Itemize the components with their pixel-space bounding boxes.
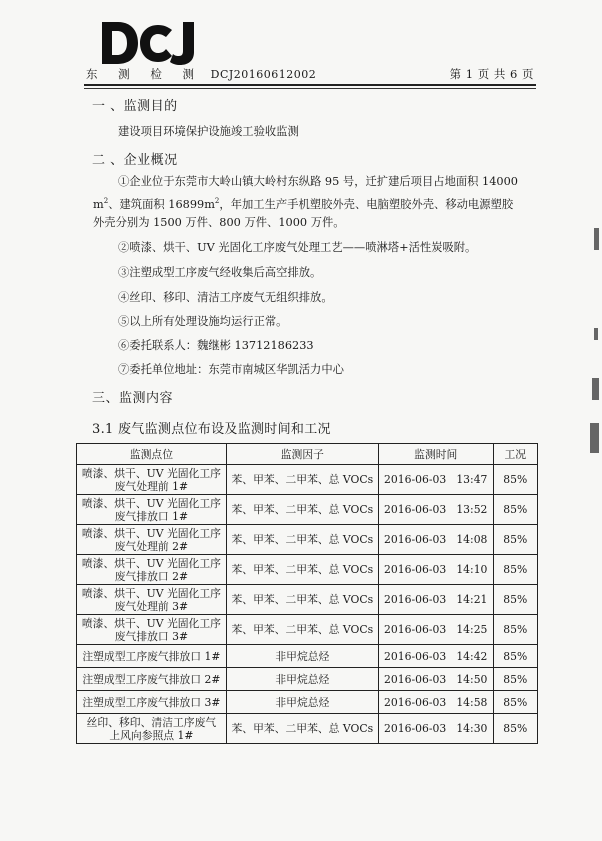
section-2-p1-line3: 外壳分别为 1500 万件、800 万件、1000 万件。	[93, 216, 345, 229]
cell-point-line: 注塑成型工序废气排放口 3#	[82, 695, 221, 709]
dcj-logo	[100, 18, 200, 68]
section-2-p1-line1: ①企业位于东莞市大岭山镇大岭村东纵路 95 号，迁扩建后项目占地面积 14000	[118, 175, 518, 188]
cell-point-line: 废气处理前 2#	[114, 539, 189, 553]
cell-date: 2016-06-03	[384, 672, 447, 686]
table-row	[77, 525, 538, 555]
org-char: 东	[86, 67, 98, 81]
section-2-p2: ②喷漆、烘干、UV 光固化工序废气处理工艺——喷淋塔+活性炭吸附。	[118, 241, 477, 254]
cell-factor: 非甲烷总烃	[226, 668, 378, 691]
section-2-p6: ⑥委托联系人：魏继彬 13712186233	[118, 339, 314, 352]
unit-text: m	[93, 197, 104, 211]
section-2-p1-line2	[93, 192, 513, 214]
cell-time	[378, 525, 493, 555]
org-char: 测	[182, 67, 195, 81]
cell-load: 85%	[493, 668, 537, 691]
page-header	[86, 66, 534, 82]
page-info: 第 1 页 共 6 页	[449, 67, 534, 81]
cell-clock: 14:21	[456, 593, 488, 606]
cell-factor: 苯、甲苯、二甲苯、总 VOCs	[226, 615, 378, 645]
col-header-load: 工况	[493, 444, 537, 465]
col-header-factor: 监测因子	[226, 444, 378, 465]
cell-load: 85%	[493, 585, 537, 615]
cell-date: 2016-06-03	[384, 533, 447, 546]
cell-point-line: 喷漆、烘干、UV 光固化工序	[81, 616, 221, 630]
col-header-point: 监测点位	[77, 444, 227, 465]
cell-point-line: 喷漆、烘干、UV 光固化工序	[81, 586, 221, 600]
cell-factor: 苯、甲苯、二甲苯、总 VOCs	[226, 465, 378, 495]
cell-point	[77, 645, 227, 668]
scan-artifact	[590, 423, 599, 453]
superscript: 2	[103, 197, 109, 205]
cell-clock: 14:10	[456, 563, 488, 576]
cell-clock: 14:08	[456, 533, 488, 546]
cell-time	[378, 668, 493, 691]
cell-load: 85%	[493, 495, 537, 525]
area-text: 、建筑面积 16899m	[108, 197, 215, 211]
cell-time	[378, 585, 493, 615]
cell-point-line: 上风向参照点 1#	[109, 728, 194, 742]
cell-point	[77, 668, 227, 691]
table-row	[77, 495, 538, 525]
cell-clock: 13:47	[456, 473, 488, 486]
cell-point	[77, 465, 227, 495]
cell-date: 2016-06-03	[384, 473, 447, 486]
cell-point	[77, 495, 227, 525]
cell-point-line: 喷漆、烘干、UV 光固化工序	[81, 526, 221, 540]
table-row	[77, 615, 538, 645]
product-text: ，年加工生产手机塑胶外壳、电脑塑胶外壳、移动电源塑胶	[219, 197, 514, 211]
cell-point-line: 喷漆、烘干、UV 光固化工序	[81, 496, 221, 510]
report-number: DCJ20160612002	[210, 68, 317, 81]
cell-date: 2016-06-03	[384, 593, 447, 606]
cell-time	[378, 495, 493, 525]
table-row	[77, 465, 538, 495]
header-rule-thin	[84, 88, 536, 89]
cell-load: 85%	[493, 465, 537, 495]
table-header-row	[77, 444, 538, 465]
table-row	[77, 645, 538, 668]
cell-point-line: 废气排放口 2#	[114, 569, 189, 583]
cell-clock: 13:52	[456, 503, 488, 516]
section-2-p5: ⑤以上所有处理设施均运行正常。	[118, 315, 288, 328]
scan-artifact	[594, 228, 599, 250]
section-3-title: 三、监测内容	[92, 391, 174, 406]
table-row	[77, 714, 538, 744]
cell-point	[77, 525, 227, 555]
cell-date: 2016-06-03	[384, 722, 447, 735]
cell-load: 85%	[493, 691, 537, 714]
cell-date: 2016-06-03	[384, 623, 447, 636]
cell-clock: 14:42	[456, 649, 488, 663]
cell-clock: 14:50	[456, 672, 488, 686]
cell-date: 2016-06-03	[384, 695, 447, 709]
cell-date: 2016-06-03	[384, 563, 447, 576]
cell-load: 85%	[493, 645, 537, 668]
cell-date: 2016-06-03	[384, 649, 447, 663]
section-2-title: 二 、企业概况	[92, 153, 178, 168]
table-row	[77, 668, 538, 691]
section-1-title: 一 、监测目的	[92, 99, 178, 114]
cell-point-line: 废气排放口 3#	[114, 629, 189, 643]
cell-point-line: 喷漆、烘干、UV 光固化工序	[81, 556, 221, 570]
cell-point-line: 废气排放口 1#	[114, 509, 189, 523]
cell-point	[77, 691, 227, 714]
cell-point-line: 注塑成型工序废气排放口 2#	[82, 672, 221, 686]
cell-factor: 非甲烷总烃	[226, 645, 378, 668]
section-2-p4: ④丝印、移印、清洁工序废气无组织排放。	[118, 291, 333, 304]
cell-clock: 14:30	[456, 722, 488, 735]
cell-point-line: 注塑成型工序废气排放口 1#	[82, 649, 221, 663]
cell-point-line: 废气处理前 3#	[114, 599, 189, 613]
section-3-1-title: 3.1 废气监测点位布设及监测时间和工况	[92, 422, 331, 437]
cell-time	[378, 555, 493, 585]
superscript: 2	[214, 197, 220, 205]
cell-load: 85%	[493, 525, 537, 555]
table-row	[77, 691, 538, 714]
section-2-p3: ③注塑成型工序废气经收集后高空排放。	[118, 266, 322, 279]
cell-point	[77, 585, 227, 615]
cell-time	[378, 691, 493, 714]
cell-point	[77, 615, 227, 645]
cell-load: 85%	[493, 714, 537, 744]
scan-artifact	[594, 328, 598, 340]
cell-load: 85%	[493, 615, 537, 645]
table-row	[77, 555, 538, 585]
cell-factor: 非甲烷总烃	[226, 691, 378, 714]
scan-artifact	[592, 378, 599, 400]
section-1-body: 建设项目环境保护设施竣工验收监测	[118, 125, 299, 138]
cell-point-line: 丝印、移印、清洁工序废气	[86, 715, 217, 729]
cell-factor: 苯、甲苯、二甲苯、总 VOCs	[226, 525, 378, 555]
cell-date: 2016-06-03	[384, 503, 447, 516]
cell-clock: 14:25	[456, 623, 488, 636]
org-char: 测	[118, 67, 131, 81]
cell-time	[378, 645, 493, 668]
cell-factor: 苯、甲苯、二甲苯、总 VOCs	[226, 714, 378, 744]
cell-time	[378, 714, 493, 744]
cell-load: 85%	[493, 555, 537, 585]
table-body	[77, 465, 538, 744]
cell-factor: 苯、甲苯、二甲苯、总 VOCs	[226, 495, 378, 525]
header-left	[86, 66, 318, 82]
cell-clock: 14:58	[456, 695, 488, 709]
cell-factor: 苯、甲苯、二甲苯、总 VOCs	[226, 585, 378, 615]
monitoring-table	[76, 443, 538, 744]
cell-point-line: 喷漆、烘干、UV 光固化工序	[81, 466, 221, 480]
org-char: 检	[150, 67, 163, 81]
col-header-time: 监测时间	[378, 444, 493, 465]
cell-time	[378, 615, 493, 645]
header-rule	[84, 84, 536, 86]
table-row	[77, 585, 538, 615]
cell-time	[378, 465, 493, 495]
section-2-p7: ⑦委托单位地址：东莞市南城区华凯活力中心	[118, 363, 344, 376]
cell-factor: 苯、甲苯、二甲苯、总 VOCs	[226, 555, 378, 585]
cell-point-line: 废气处理前 1#	[114, 479, 189, 493]
cell-point	[77, 555, 227, 585]
cell-point	[77, 714, 227, 744]
